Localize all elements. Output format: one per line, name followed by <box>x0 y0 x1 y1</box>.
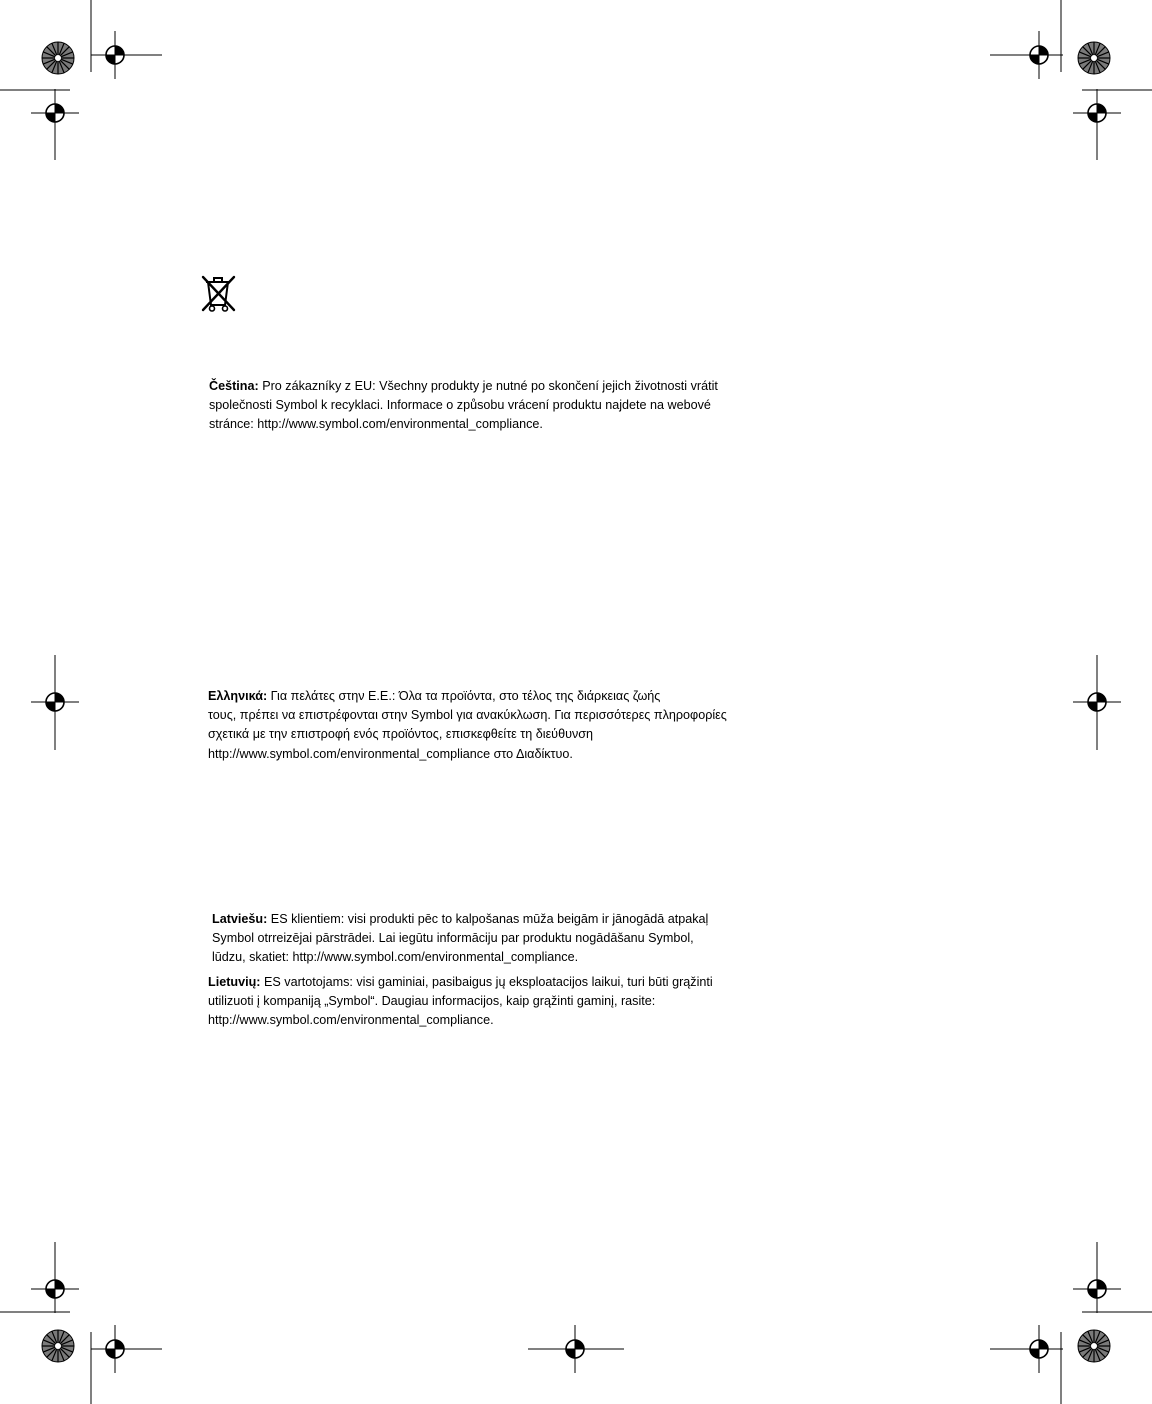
section-text: stránce: http://www.symbol.com/environmental_compliance. <box>209 417 543 432</box>
section-lithuanian <box>208 973 713 1031</box>
section-text: utilizuoti į kompaniją „Symbol“. Daugiau informacijos, kaip grąžinti gaminį, rasite: <box>208 994 656 1009</box>
section-text: ES vartotojams: visi gaminiai, pasibaigus jų eksploatacijos laikui, turi būti grąžinti <box>263 975 713 989</box>
section-text: http://www.symbol.com/environmental_compliance στο Διαδίκτυο. <box>208 746 573 761</box>
section-line <box>212 910 708 929</box>
section-text: lūdzu, skatiet: http://www.symbol.com/environmental_compliance. <box>212 950 579 965</box>
section-text: ES klientiem: visi produkti pēc to kalpošanas mūža beigām ir jānogādā atpakaļ <box>270 912 709 926</box>
section-latvian <box>212 910 708 968</box>
section-text: Για πελάτες στην Ε.Ε.: Όλα τα προϊόντα, στο τέλος της διάρκειας ζωής <box>270 689 661 703</box>
section-line <box>208 687 727 706</box>
section-label: Ελληνικά: <box>208 689 268 703</box>
crossed-out-wheeled-bin-icon <box>198 272 238 314</box>
section-text: http://www.symbol.com/environmental_compliance. <box>208 1013 494 1028</box>
section-text: společnosti Symbol k recyklaci. Informace o způsobu vrácení produktu najdete na webové <box>209 398 711 413</box>
section-label: Čeština: <box>209 379 259 393</box>
section-label: Latviešu: <box>212 912 268 926</box>
section-greek <box>208 687 727 764</box>
section-text: Pro zákazníky z EU: Všechny produkty je nutné po skončení jejich životnosti vrátit <box>262 379 718 393</box>
section-text: τους, πρέπει να επιστρέφονται στην Symbol για ανακύκλωση. Για περισσότερες πληροφορίες <box>208 708 727 723</box>
section-line <box>208 973 713 992</box>
section-label: Lietuvių: <box>208 975 261 989</box>
section-line <box>209 377 718 396</box>
section-text: Symbol otrreizējai pārstrādei. Lai iegūtu informāciju par produktu nogādāšanu Symbol, <box>212 931 694 946</box>
section-text: σχετικά με την επιστροφή ενός προϊόντος, επισκεφθείτε τη διεύθυνση <box>208 727 594 742</box>
section-czech <box>209 377 718 435</box>
